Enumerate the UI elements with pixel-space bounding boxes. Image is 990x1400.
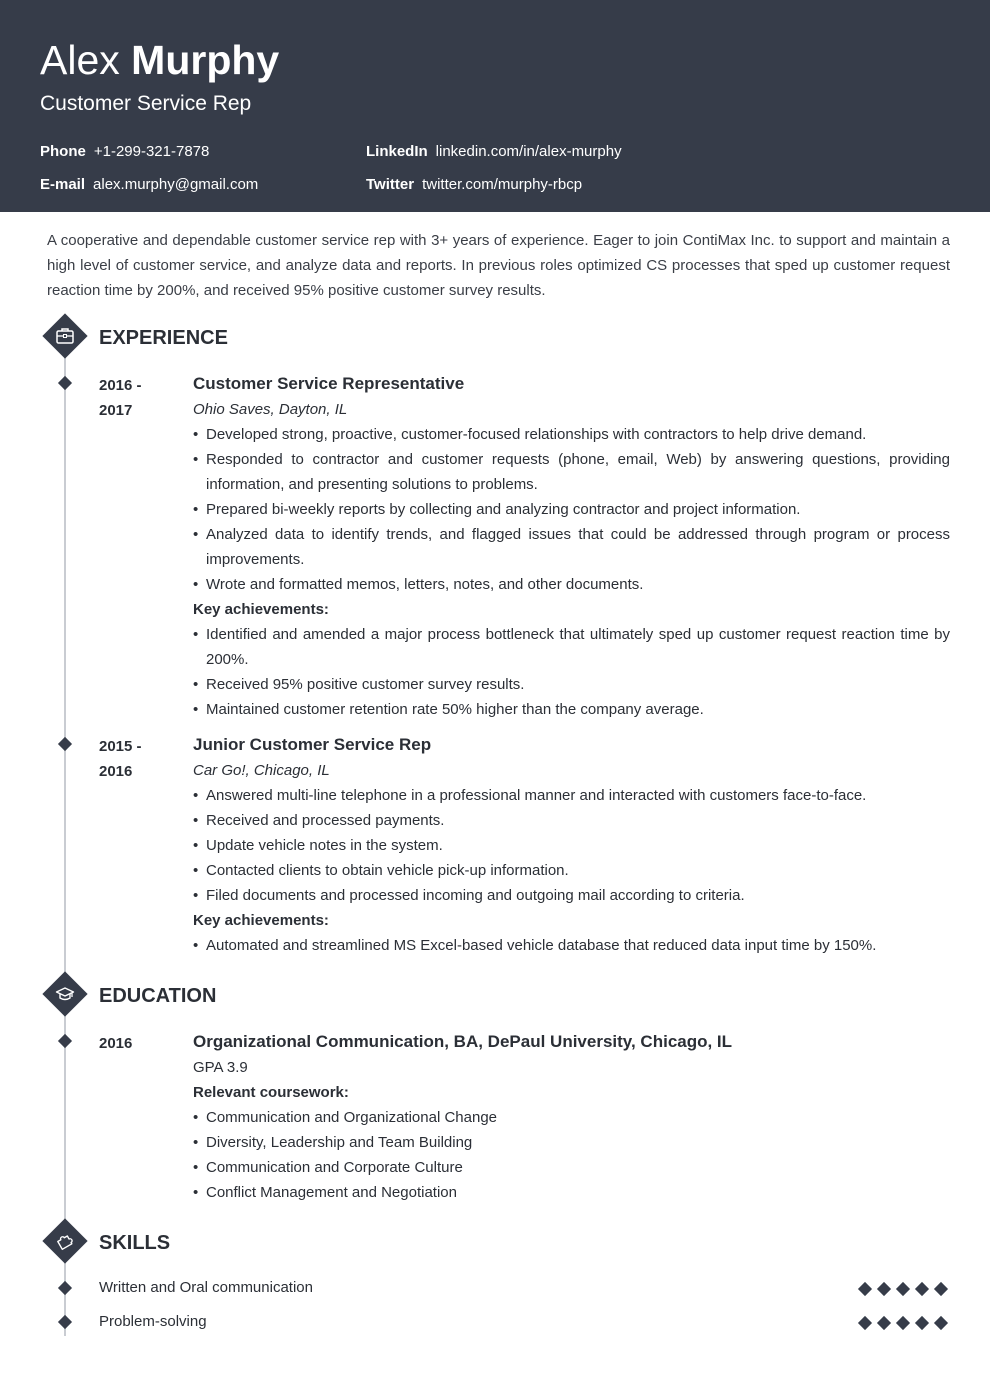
job-entry (193, 733, 950, 958)
job-entry (193, 372, 950, 722)
skill-rating (858, 1316, 948, 1330)
first-name: Alex (40, 37, 120, 83)
rating-diamond (896, 1282, 910, 1296)
date-end: 2016 (99, 763, 133, 780)
contact-value[interactable]: linkedin.com/in/alex-murphy (435, 143, 622, 160)
date-end: 2017 (99, 402, 133, 419)
candidate-name (40, 36, 279, 84)
contact-value[interactable]: alex.murphy@gmail.com (93, 176, 259, 193)
list-item: • Answered multi-line telephone in a professional manner and interacted with customers face-to-face. (193, 783, 950, 808)
rating-diamond (858, 1316, 872, 1330)
contact-label: LinkedIn (366, 143, 428, 160)
degree-title: Organizational Communication, BA, DePaul University, Chicago, IL (193, 1032, 733, 1051)
education-entry (193, 1030, 950, 1205)
list-item: • Update vehicle notes in the system. (193, 833, 950, 858)
contact-label: Phone (40, 143, 86, 160)
list-item: • Developed strong, proactive, customer-focused relationships with contractors to help drive demand. (193, 422, 950, 447)
coursework-list (193, 1105, 950, 1205)
list-item: • Received 95% positive customer survey results. (193, 672, 950, 697)
job-achievements (193, 933, 950, 958)
list-item: • Prepared bi-weekly reports by collecting and analyzing contractor and project information. (193, 497, 950, 522)
contact-twitter[interactable] (366, 175, 582, 195)
timeline-marker (58, 1034, 72, 1048)
rating-diamond (877, 1282, 891, 1296)
profile-summary: A cooperative and dependable customer service rep with 3+ years of experience. Eager to join ContiMax Inc. to support and maintain a high level of customer service, and analyze data and reports. In previous roles optimized CS processes that sped up customer request reaction time by 200%, and received 95% positive customer survey results. (47, 232, 950, 299)
skill-name: Written and Oral communication (99, 1279, 313, 1296)
job-title: Customer Service Representative (193, 374, 465, 393)
job-achievements (193, 622, 950, 722)
rating-diamond (877, 1316, 891, 1330)
education-date: 2016 (99, 1035, 133, 1052)
contact-label: Twitter (366, 176, 415, 193)
job-company: Car Go!, Chicago, IL (193, 762, 330, 779)
job-date (99, 734, 142, 784)
list-item: • Diversity, Leadership and Team Building (193, 1130, 950, 1155)
list-item: • Wrote and formatted memos, letters, notes, and other documents. (193, 572, 950, 597)
rating-diamond (934, 1282, 948, 1296)
contact-value: +1-299-321-7878 (93, 143, 210, 160)
list-item: • Filed documents and processed incoming and outgoing mail according to criteria. (193, 883, 950, 908)
achievements-label: Key achievements: (193, 601, 329, 618)
list-item: • Received and processed payments. (193, 808, 950, 833)
rating-diamond (934, 1316, 948, 1330)
coursework-label: Relevant coursework: (193, 1084, 349, 1101)
skill-rating (858, 1282, 948, 1296)
job-role: Customer Service Rep (40, 92, 252, 115)
list-item: • Maintained customer retention rate 50% higher than the company average. (193, 697, 950, 722)
contact-value[interactable]: twitter.com/murphy-rbcp (422, 176, 583, 193)
timeline-line (64, 356, 66, 974)
rating-diamond (896, 1316, 910, 1330)
list-item: • Communication and Corporate Culture (193, 1155, 950, 1180)
list-item: • Responded to contractor and customer requests (phone, email, Web) by answering questions, providing information, and presenting solutions to problems. (193, 447, 950, 497)
graduation-cap-icon (49, 978, 81, 1010)
list-item: • Communication and Organizational Change (193, 1105, 950, 1130)
last-name: Murphy (131, 37, 280, 83)
achievements-label: Key achievements: (193, 912, 329, 929)
list-item: • Automated and streamlined MS Excel-based vehicle database that reduced data input time by 150%. (193, 933, 950, 958)
list-item: • Identified and amended a major process bottleneck that ultimately sped up customer request reaction time by 200%. (193, 622, 950, 672)
contact-phone (40, 142, 209, 162)
list-item: • Analyzed data to identify trends, and flagged issues that could be addressed through program or process improvements. (193, 522, 950, 572)
job-company: Ohio Saves, Dayton, IL (193, 401, 348, 418)
date-start: 2016 - (99, 377, 142, 394)
rating-diamond (915, 1316, 929, 1330)
timeline-marker (58, 737, 72, 751)
date-start: 2015 - (99, 738, 142, 755)
contact-email[interactable] (40, 175, 258, 195)
rating-diamond (858, 1282, 872, 1296)
contact-linkedin[interactable] (366, 142, 622, 162)
education-heading: EDUCATION (99, 985, 217, 1007)
job-date (99, 373, 142, 423)
job-duties (193, 783, 950, 908)
rating-diamond (915, 1282, 929, 1296)
skill-name: Problem-solving (99, 1313, 207, 1330)
list-item: • Conflict Management and Negotiation (193, 1180, 950, 1205)
contact-label: E-mail (40, 176, 86, 193)
timeline-marker (58, 1315, 72, 1329)
puzzle-icon (49, 1225, 81, 1257)
list-item: • Contacted clients to obtain vehicle pick-up information. (193, 858, 950, 883)
timeline-marker (58, 376, 72, 390)
timeline-marker (58, 1281, 72, 1295)
briefcase-icon (49, 320, 81, 352)
job-title: Junior Customer Service Rep (193, 735, 432, 754)
experience-heading: EXPERIENCE (99, 327, 228, 349)
gpa: GPA 3.9 (193, 1059, 248, 1076)
job-duties (193, 422, 950, 597)
resume-header (0, 0, 990, 212)
skills-heading: SKILLS (99, 1232, 171, 1254)
